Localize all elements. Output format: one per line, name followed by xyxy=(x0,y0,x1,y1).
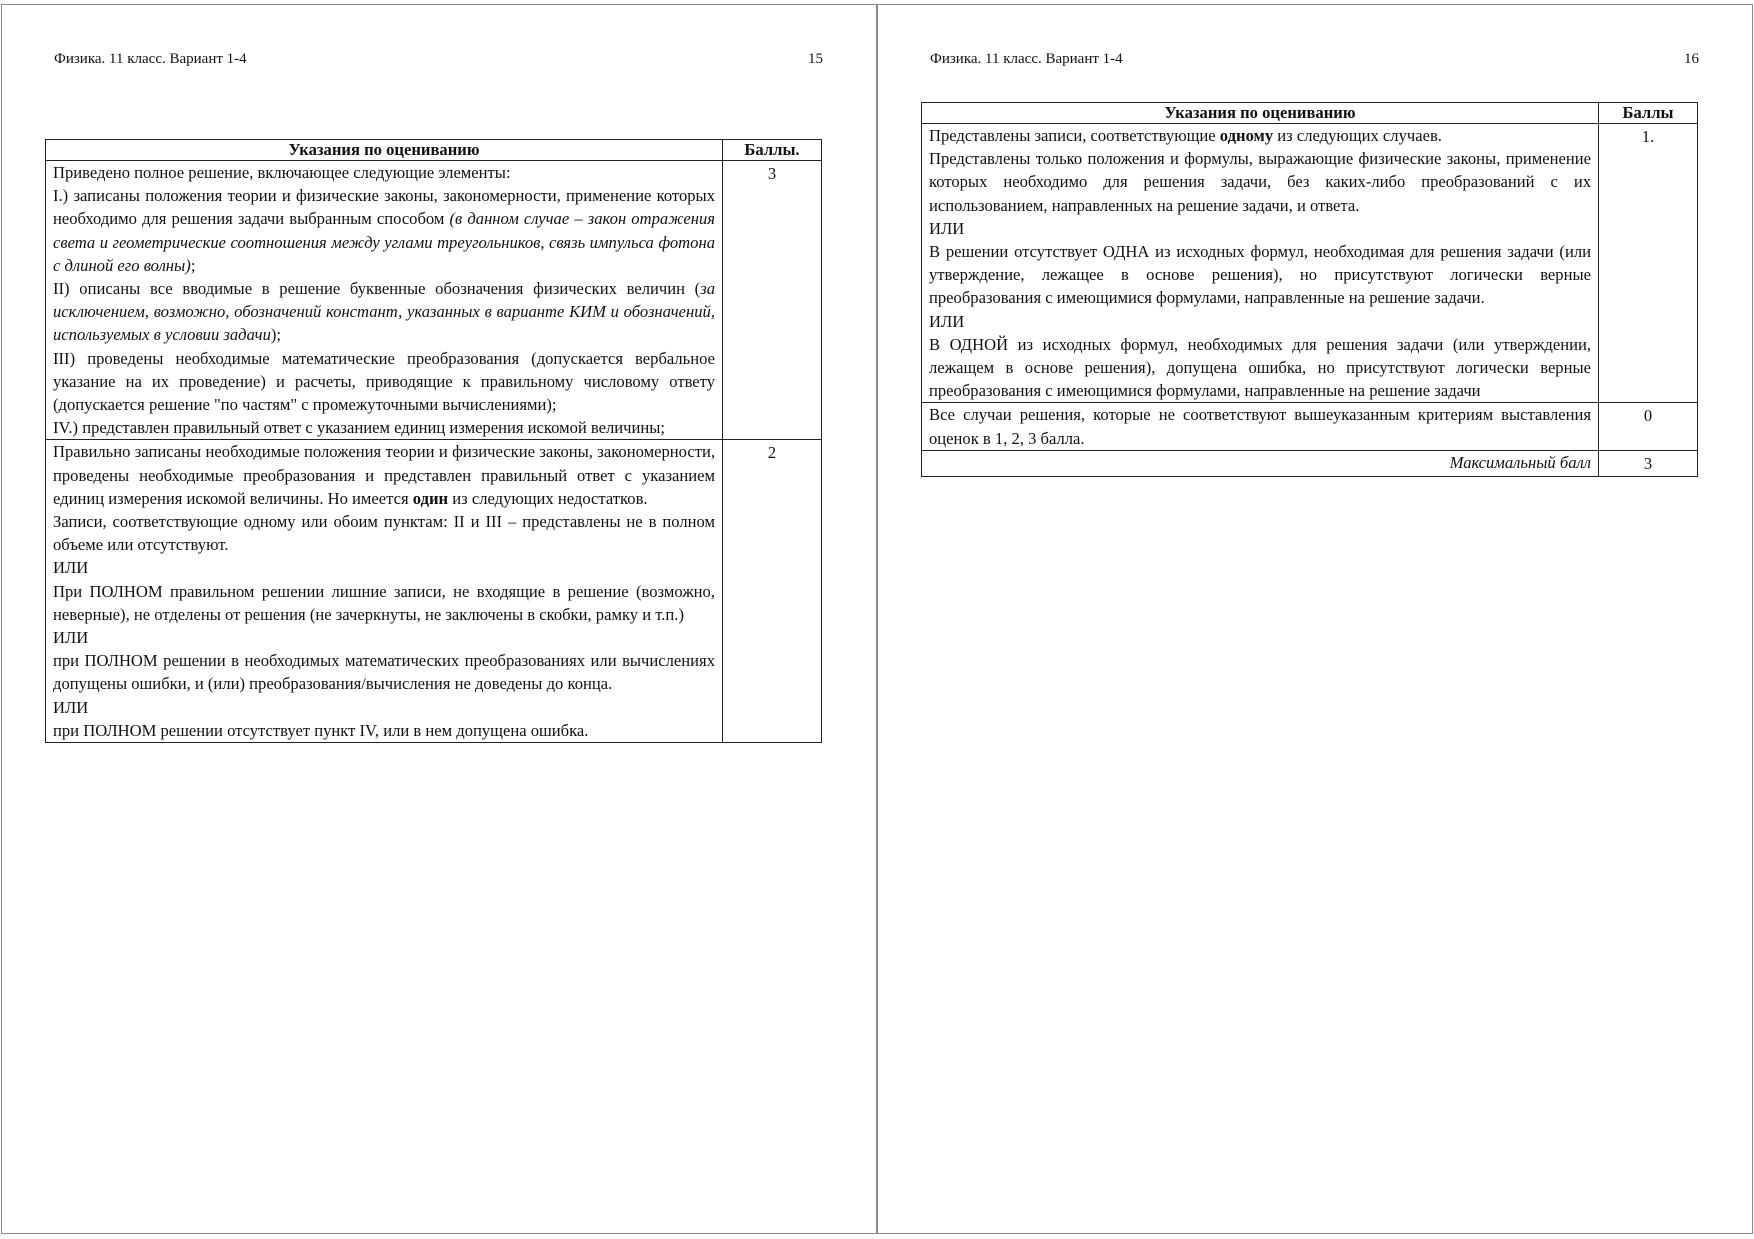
or-separator: ИЛИ xyxy=(929,218,965,238)
score-cell: 0 xyxy=(1599,403,1698,450)
table-header-row xyxy=(46,140,822,161)
grading-table xyxy=(921,102,1698,477)
page-number: 15 xyxy=(808,51,823,67)
page-left xyxy=(1,4,877,1234)
score-cell: 3 xyxy=(723,161,822,440)
page-number: 16 xyxy=(1684,51,1699,67)
criteria-line: В ОДНОЙ из исходных формул, необходимых для решения задачи (или утверждении, лежащем в основе решения), допущена ошибка, но присутствуют логически верные преобразования с имеющимися формулами, направленные на решение задачи xyxy=(929,334,1591,401)
criteria-line: Представлены записи, соответствующие одному из следующих случаев. xyxy=(929,126,1442,145)
max-score-label: Максимальный балл xyxy=(922,450,1599,476)
table-row xyxy=(46,161,822,440)
criteria-line: III) проведены необходимые математические преобразования (допускается вербальное указание на их проведение) и расчеты, приводящие к правильному числовому ответу (допускается решение "по частям" с промежуточными вычислениями); xyxy=(53,348,715,415)
table-header-row xyxy=(922,103,1698,124)
criteria-cell xyxy=(46,440,723,743)
max-score-row xyxy=(922,450,1698,476)
col-criteria-header: Указания по оцениванию xyxy=(46,140,723,161)
criteria-line: при ПОЛНОМ решении отсутствует пункт IV, или в нем допущена ошибка. xyxy=(53,720,589,740)
criteria-line: В решении отсутствует ОДНА из исходных формул, необходимая для решения задачи (или утверждение, лежащее в основе решения), но присутствуют логически верные преобразования с имеющимися формулами, направленные на решение задачи. xyxy=(929,242,1591,308)
or-separator: ИЛИ xyxy=(53,697,89,717)
criteria-line: При ПОЛНОМ правильном решении лишние записи, не входящие в решение (возможно, неверные), не отделены от решения (не зачеркнуты, не заключены в скобки, рамку и т.п.) xyxy=(53,581,715,624)
criteria-line: Записи, соответствующие одному или обоим пунктам: II и III – представлены не в полном объеме или отсутствуют. xyxy=(53,512,715,555)
header-title: Физика. 11 класс. Вариант 1-4 xyxy=(54,51,247,67)
grading-table xyxy=(45,139,822,743)
criteria-line: Правильно записаны необходимые положения теории и физические законы, закономерности, проведены необходимые преобразования и представлен правильный ответ с указанием единиц измерения искомой величины. Но имеется один из следующих недостатков. xyxy=(53,442,715,508)
criteria-line: при ПОЛНОМ решении в необходимых математических преобразованиях или вычислениях допущены ошибки, и (или) преобразования/вычисления не доведены до конца. xyxy=(53,651,715,694)
score-cell: 1. xyxy=(1599,124,1698,403)
criteria-line: Представлены только положения и формулы, выражающие физические законы, применение которых необходимо для решения задачи, без каких-либо преобразований с их использованием, направленных на решение задачи, и ответа. xyxy=(929,149,1591,215)
criteria-line: II) описаны все вводимые в решение буквенные обозначения физических величин (за исключением, возможно, обозначений констант, указанных в варианте КИМ и обозначений, используемых в условии задачи); xyxy=(53,279,715,345)
or-separator: ИЛИ xyxy=(929,311,965,331)
criteria-line: Приведено полное решение, включающее следующие элементы: xyxy=(53,163,511,182)
table-row xyxy=(46,440,822,743)
table-row xyxy=(922,403,1698,450)
or-separator: ИЛИ xyxy=(53,558,89,578)
col-score-header: Баллы xyxy=(1599,103,1698,124)
score-cell: 2 xyxy=(723,440,822,743)
criteria-cell xyxy=(46,161,723,440)
or-separator: ИЛИ xyxy=(53,628,89,648)
table-row xyxy=(922,124,1698,403)
col-score-header: Баллы. xyxy=(723,140,822,161)
criteria-line: IV.) представлен правильный ответ с указанием единиц измерения искомой величины; xyxy=(53,418,666,438)
max-score-value: 3 xyxy=(1599,450,1698,476)
criteria-cell xyxy=(922,124,1599,403)
header-title: Физика. 11 класс. Вариант 1-4 xyxy=(930,51,1123,67)
criteria-cell: Все случаи решения, которые не соответствуют вышеуказанным критериям выставления оценок в 1, 2, 3 балла. xyxy=(922,403,1599,450)
col-criteria-header: Указания по оцениванию xyxy=(922,103,1599,124)
page-right xyxy=(877,4,1753,1234)
criteria-line: I.) записаны положения теории и физические законы, закономерности, применение которых необходимо для решения задачи выбранным способом (в данном случае – закон отражения света и геометрические соотношения между углами треугольников, связь импульса фотона с длиной его волны); xyxy=(53,186,715,275)
